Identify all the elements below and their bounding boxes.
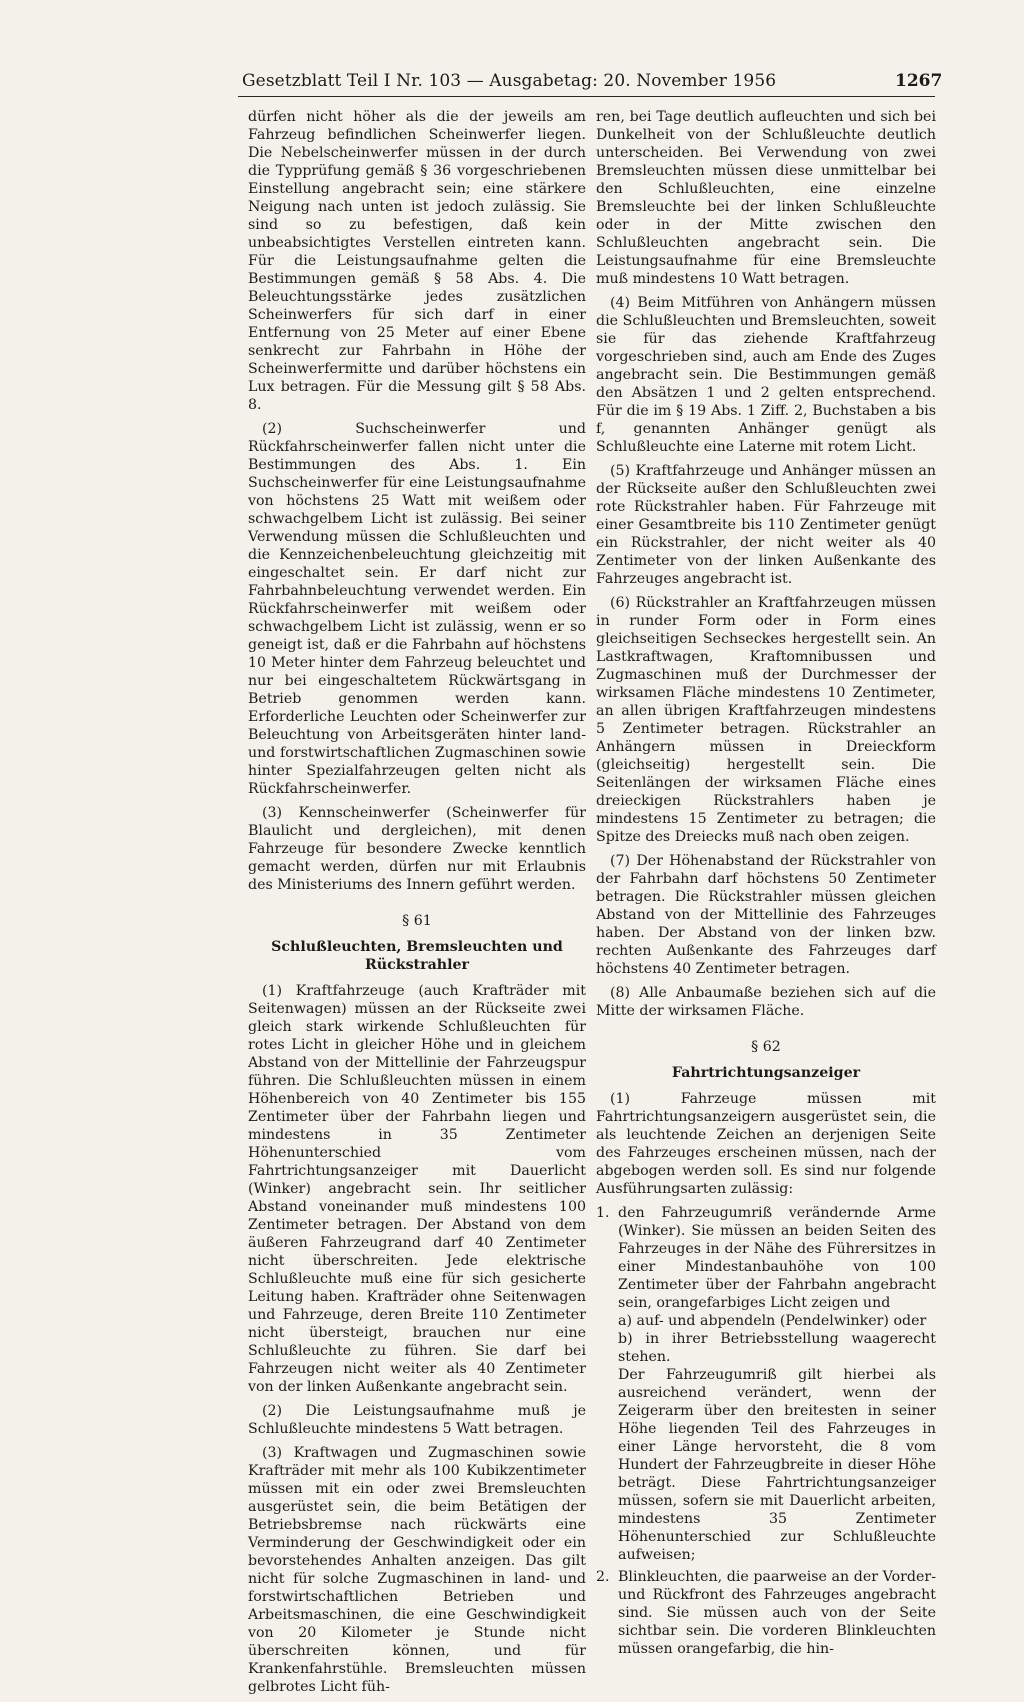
sub-item-b: b) in ihrer Betriebsstellung waagerecht stehen. [618, 1331, 936, 1365]
section-number-61: § 61 [402, 913, 432, 929]
list-item-text-after: Der Fahrzeugumriß gilt hierbei als ausreichend verändert, wenn der Zeigerarm über den breitesten in seiner Höhe liegenden Teil des Fahrzeuges in einer Länge hervorsteht, die 8 vom Hundert der Fahrzeugbreite in dieser Höhe beträgt. Diese Fahrtrichtungsanzeiger müssen, sofern sie mit Dauerlicht arbeiten, mindestens 35 Zentimeter Höhenunterschied zur Schlußleuchte aufweisen; [618, 1367, 936, 1563]
page-number: 1267 [895, 71, 943, 91]
list-marker: 2. [596, 1569, 610, 1585]
list-marker: 1. [596, 1205, 610, 1221]
list-item [596, 1204, 936, 1564]
section-title-61: Schlußleuchten, Bremsleuchten und Rückstrahler [271, 939, 563, 973]
list-item-body [618, 1204, 936, 1564]
paragraph-60-2: (2) Suchscheinwerfer und Rückfahrscheinwerfer fallen nicht unter die Bestimmungen des Abs. 1. Ein Suchscheinwerfer für eine Leistungsaufnahme von höchstens 25 Watt mit weißem oder schwachgelbem Licht ist zulässig. Bei seiner Verwendung müssen die Schlußleuchten und die Kennzeichenbeleuchtung gleichzeitig mit eingeschaltet sein. Er darf nicht zur Fahrbahnbeleuchtung verwendet werden. Ein Rückfahrscheinwerfer mit weißem oder schwachgelbem Licht ist zulässig, wenn er so geneigt ist, daß er die Fahrbahn auf höchstens 10 Meter hinter dem Fahrzeug beleuchtet und nur bei eingeschaltetem Rückwärtsgang in Betrieb genommen werden kann. Erforderliche Leuchten oder Scheinwerfer zur Beleuchtung von Arbeitsgeräten hinter land- und forstwirtschaftlichen Zugmaschinen sowie hinter Spezialfahrzeugen gelten nicht als Rückfahrscheinwerfer. [248, 421, 586, 797]
header-title: Gesetzblatt Teil I Nr. 103 — Ausgabetag: 20. November 1956 [242, 71, 777, 91]
right-column [596, 108, 936, 1662]
paragraph-60-3: (3) Kennscheinwerfer (Scheinwerfer für Blaulicht und dergleichen), mit denen Fahrzeuge für besondere Zwecke kenntlich gemacht werden, dürfen nur mit Erlaubnis des Ministeriums des Innern geführt werden. [248, 805, 586, 893]
paragraph-61-7: (7) Der Höhenabstand der Rückstrahler von der Fahrbahn darf höchstens 50 Zentimeter betragen. Die Rückstrahler müssen gleichen Abstand von der Mittellinie des Fahrzeuges haben. Der Abstand von der linken bzw. rechten Außenkante des Fahrzeuges darf höchstens 40 Zentimeter betragen. [596, 853, 936, 977]
list-item-text: den Fahrzeugumriß verändernde Arme (Winker). Sie müssen an beiden Seiten des Fahrzeuges in der Nähe des Führersitzes in einer Mindestanbauhöhe von 100 Zentimeter über der Fahrbahn angebracht sein, orangefarbiges Licht zeigen und [618, 1205, 936, 1311]
list-item-text: Blinkleuchten, die paarweise an der Vorder- und Rückfront des Fahrzeuges angebracht sind. Sie müssen auch von der Seite sichtbar sein. Die vorderen Blinkleuchten müssen orangefarbig, die hin- [618, 1569, 936, 1657]
list-item-body [618, 1568, 936, 1658]
paragraph-61-8: (8) Alle Anbaumaße beziehen sich auf die Mitte der wirksamen Fläche. [596, 985, 936, 1019]
section-number-62: § 62 [751, 1039, 781, 1055]
paragraph-61-6: (6) Rückstrahler an Kraftfahrzeugen müssen in runder Form oder in Form eines gleichseitigen Sechseckes hergestellt sein. An Lastkraftwagen, Kraftomnibussen und Zugmaschinen muß der Durchmesser der wirksamen Fläche mindestens 10 Zentimeter, an allen übrigen Kraftfahrzeugen mindestens 5 Zentimeter betragen. Rückstrahler an Anhängern müssen in Dreieckform (gleichseitig) hergestellt sein. Die Seitenlängen der wirksamen Fläche eines dreieckigen Rückstrahlers haben je mindestens 15 Zentimeter zu betragen; die Spitze des Dreiecks muß nach oben zeigen. [596, 595, 936, 845]
left-column [248, 108, 586, 1702]
paragraph-61-3: (3) Kraftwagen und Zugmaschinen sowie Krafträder mit mehr als 100 Kubikzentimeter müssen mit ein oder zwei Bremsleuchten ausgerüstet sein, die beim Betätigen der Betriebsbremse nach rückwärts eine Verminderung der Geschwindigkeit oder ein bevorstehendes Anhalten anzeigen. Das gilt nicht für solche Zugmaschinen in land- und forstwirtschaftlichen Betrieben und Arbeitsmaschinen, die eine Geschwindigkeit von 20 Kilometer je Stunde nicht überschreiten können, und für Krankenfahrstühle. Bremsleuchten müssen gelbrotes Licht füh- [248, 1445, 586, 1695]
paragraph-62-1: (1) Fahrzeuge müssen mit Fahrtrichtungsanzeigern ausgerüstet sein, die als leuchtende Zeichen an derjenigen Seite des Fahrzeuges erscheinen müssen, nach der abgebogen werden soll. Es sind nur folgende Ausführungsarten zulässig: [596, 1091, 936, 1197]
paragraph-continuation: dürfen nicht höher als die der jeweils am Fahrzeug befindlichen Scheinwerfer liegen. Die Nebelscheinwerfer müssen in der durch die Typprüfung gemäß § 36 vorgeschriebenen Einstellung angebracht sein; eine stärkere Neigung nach unten ist jedoch zulässig. Sie sind so zu befestigen, daß kein unbeabsichtigtes Verstellen eintreten kann. Für die Leistungsaufnahme gelten die Bestimmungen gemäß § 58 Abs. 4. Die Beleuchtungsstärke jedes zusätzlichen Scheinwerfers für sich darf in einer Entfernung von 25 Meter auf einer Ebene senkrecht zur Fahrbahn in Höhe der Scheinwerfermitte und darüber höchstens ein Lux betragen. Für die Messung gilt § 58 Abs. 8. [248, 109, 586, 413]
sub-item-a: a) auf- und abpendeln (Pendelwinker) oder [618, 1313, 927, 1329]
paragraph-61-1: (1) Kraftfahrzeuge (auch Krafträder mit Seitenwagen) müssen an der Rückseite zwei gleich stark wirkende Schlußleuchten für rotes Licht in gleicher Höhe und in gleichem Abstand von der Mittellinie der Fahrzeugspur führen. Die Schlußleuchten müssen in einem Höhenbereich von 40 Zentimeter bis 155 Zentimeter über der Fahrbahn liegen und mindestens in 35 Zentimeter Höhenunterschied vom Fahrtrichtungsanzeiger mit Dauerlicht (Winker) angebracht sein. Ihr seitlicher Abstand voneinander muß mindestens 100 Zentimeter betragen. Der Abstand von dem äußeren Fahrzeugrand darf 40 Zentimeter nicht überschreiten. Jede elektrische Schlußleuchte muß eine für sich gesicherte Leitung haben. Krafträder ohne Seitenwagen und Fahrzeuge, deren Breite 110 Zentimeter nicht übersteigt, brauchen nur eine Schlußleuchte zu führen. Sie darf bei Fahrzeugen nicht weiter als 40 Zentimeter von der linken Außenkante angebracht sein. [248, 983, 586, 1395]
paragraph-61-4: (4) Beim Mitführen von Anhängern müssen die Schlußleuchten und Bremsleuchten, soweit sie für das ziehende Kraftfahrzeug vorgeschrieben sind, auch am Ende des Zuges angebracht sein. Die Bestimmungen gemäß den Absätzen 1 und 2 gelten entsprechend. Für die im § 19 Abs. 1 Ziff. 2, Buchstaben a bis f, genannten Anhänger genügt als Schlußleuchte eine Laterne mit rotem Licht. [596, 295, 936, 455]
section-title-62: Fahrtrichtungsanzeiger [671, 1065, 861, 1081]
running-header [0, 0, 1024, 100]
list-item [596, 1568, 936, 1658]
paragraph-61-2: (2) Die Leistungsaufnahme muß je Schlußleuchte mindestens 5 Watt betragen. [248, 1403, 586, 1437]
paragraph-continuation: ren, bei Tage deutlich aufleuchten und sich bei Dunkelheit von der Schlußleuchte deutlich unterscheiden. Bei Verwendung von zwei Bremsleuchten müssen diese unmittelbar bei den Schlußleuchten, eine einzelne Bremsleuchte bei der linken Schlußleuchte oder in der Mitte zwischen den Schlußleuchten angebracht sein. Die Leistungsaufnahme für eine Bremsleuchte muß mindestens 10 Watt betragen. [596, 109, 936, 287]
paragraph-61-5: (5) Kraftfahrzeuge und Anhänger müssen an der Rückseite außer den Schlußleuchten zwei rote Rückstrahler haben. Für Fahrzeuge mit einer Gesamtbreite bis 110 Zentimeter genügt ein Rückstrahler, der nicht weiter als 40 Zentimeter von der linken Außenkante des Fahrzeuges angebracht ist. [596, 463, 936, 587]
header-rule [238, 96, 935, 97]
